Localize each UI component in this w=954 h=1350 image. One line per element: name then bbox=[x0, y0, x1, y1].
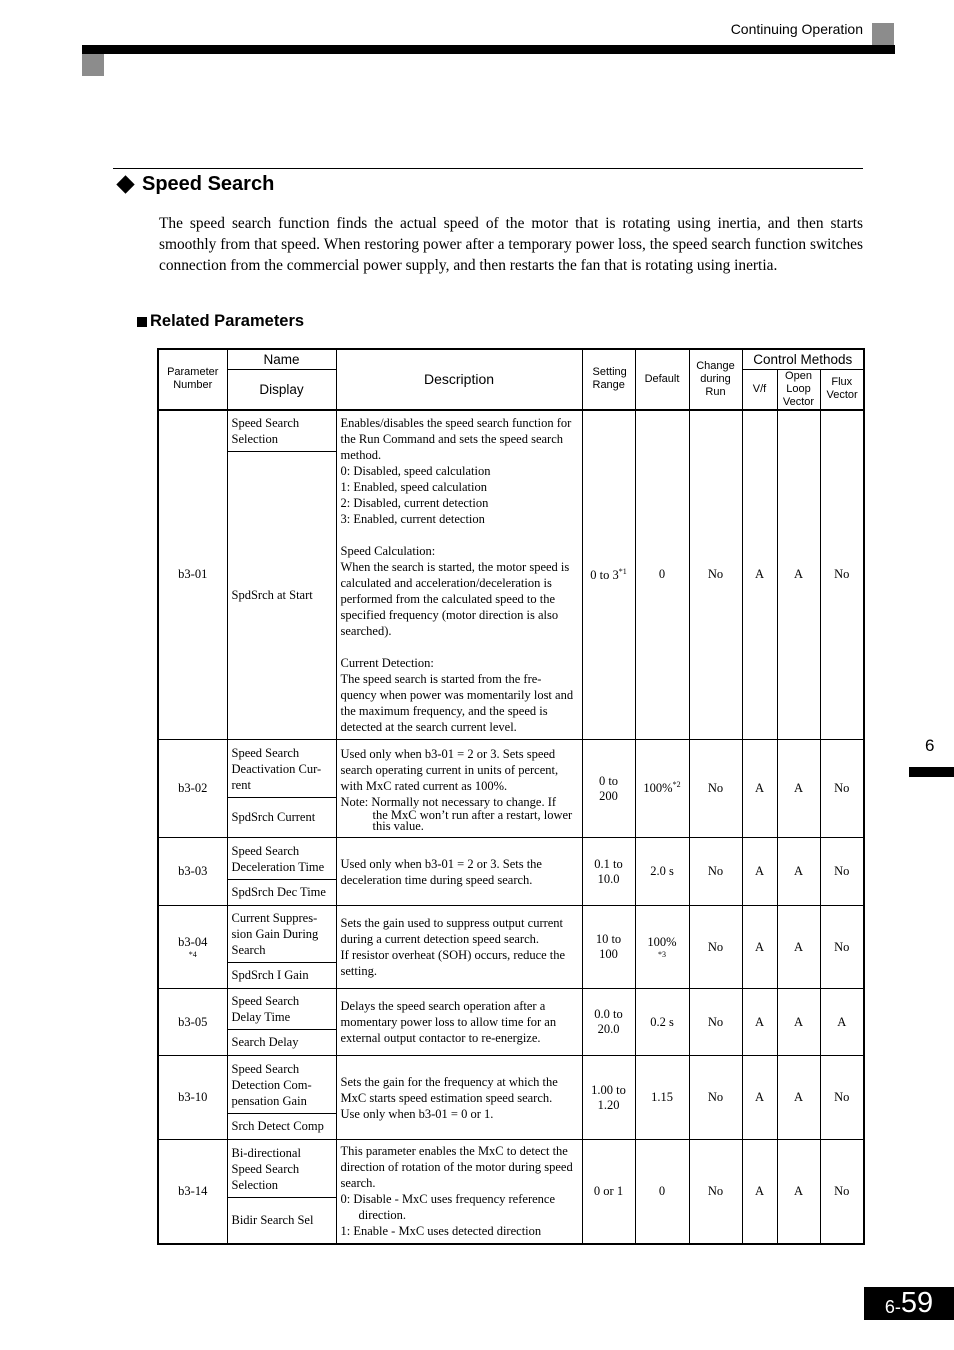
setting-range: 0.1 to 10.0 bbox=[582, 838, 635, 906]
section-heading bbox=[116, 173, 274, 196]
change-during-run: No bbox=[689, 1140, 742, 1244]
olv-access: A bbox=[777, 740, 820, 838]
change-during-run: No bbox=[689, 838, 742, 906]
param-display: SpdSrch Dec Time bbox=[227, 880, 336, 906]
table-row bbox=[158, 740, 864, 798]
default-value: 2.0 s bbox=[635, 838, 689, 906]
header-description: Description bbox=[336, 349, 582, 410]
param-name: Current Suppres-sion Gain During Search bbox=[227, 906, 336, 963]
section-title: Speed Search bbox=[142, 173, 275, 195]
header-control-methods: Control Methods bbox=[742, 349, 864, 369]
fv-access: No bbox=[820, 410, 864, 740]
change-during-run: No bbox=[689, 410, 742, 740]
default-value: 0.2 s bbox=[635, 989, 689, 1056]
header-parameter-number: Parameter Number bbox=[158, 349, 227, 410]
param-number: b3-10 bbox=[158, 1056, 227, 1140]
param-name: Speed Search Deactivation Cur-rent bbox=[227, 740, 336, 798]
header-change-during-run: Change during Run bbox=[689, 349, 742, 410]
table-row bbox=[158, 1140, 864, 1198]
param-display: Srch Detect Comp bbox=[227, 1114, 336, 1140]
param-description: Enables/disables the speed search function for the Run Command and sets the speed search method. 0: Disabled, speed calculation 1: Enabled, speed calculation 2: Disabled, current detection 3: Enabled, current detection Speed Calculation: When the search is started, the motor speed is calculated and acceleration/deceleration is performed from the calculated speed to the specified frequency (motor direction is also searched). Current Detection: The speed search is started from the fre-quency when power was momentarily lost and the maximum frequency, and the speed is detected at the search current level. bbox=[336, 410, 582, 740]
header-flux-vector: Flux Vector bbox=[820, 369, 864, 410]
header-default: Default bbox=[635, 349, 689, 410]
vf-access: A bbox=[742, 410, 777, 740]
olv-access: A bbox=[777, 989, 820, 1056]
section-intro: The speed search function finds the actual speed of the motor that is rotating using inertia, and then starts smoothly from that speed. When restoring power after a temporary power loss, the speed search function switches connection from the commercial power supply, and then restarts the fan that is rotating using inertia. bbox=[159, 215, 863, 274]
param-number: b3-04 *4 bbox=[158, 906, 227, 989]
param-description: Sets the gain for the frequency at which the MxC starts speed estimation speed search. Use only when b3-01 = 0 or 1. bbox=[336, 1056, 582, 1140]
setting-range: 1.00 to 1.20 bbox=[582, 1056, 635, 1140]
fv-access: No bbox=[820, 906, 864, 989]
setting-range: 10 to 100 bbox=[582, 906, 635, 989]
param-display: SpdSrch Current bbox=[227, 798, 336, 838]
header-marker-right bbox=[872, 23, 894, 45]
vf-access: A bbox=[742, 838, 777, 906]
default-value: 100%$^{*2}$ bbox=[635, 740, 689, 838]
chapter-tab-bar bbox=[909, 767, 954, 777]
param-number: b3-14 bbox=[158, 1140, 227, 1244]
fv-access: No bbox=[820, 838, 864, 906]
param-number: b3-02 bbox=[158, 740, 227, 838]
table-row bbox=[158, 906, 864, 963]
olv-access: A bbox=[777, 838, 820, 906]
param-name: Speed Search Selection bbox=[227, 410, 336, 452]
default-value: 100% *3 bbox=[635, 906, 689, 989]
olv-access: A bbox=[777, 1140, 820, 1244]
change-during-run: No bbox=[689, 740, 742, 838]
default-value: 0 bbox=[635, 410, 689, 740]
header-open-loop-vector: Open Loop Vector bbox=[777, 369, 820, 410]
diamond-bullet-icon bbox=[116, 175, 134, 193]
default-value: 1.15 bbox=[635, 1056, 689, 1140]
vf-access: A bbox=[742, 740, 777, 838]
param-display: SpdSrch I Gain bbox=[227, 963, 336, 989]
parameters-table bbox=[157, 348, 865, 1245]
header-rule bbox=[82, 45, 895, 54]
param-name: Speed Search Detection Com-pensation Gain bbox=[227, 1056, 336, 1114]
olv-access: A bbox=[777, 410, 820, 740]
param-number: b3-05 bbox=[158, 989, 227, 1056]
setting-range: 0 or 1 bbox=[582, 1140, 635, 1244]
fv-access: A bbox=[820, 989, 864, 1056]
fv-access: No bbox=[820, 1056, 864, 1140]
param-description: Sets the gain used to suppress output current during a current detection speed search. If resistor overheat (SOH) occurs, reduce the setting. bbox=[336, 906, 582, 989]
param-name: Bi-directional Speed Search Selection bbox=[227, 1140, 336, 1198]
change-during-run: No bbox=[689, 1056, 742, 1140]
header-marker-left bbox=[82, 54, 104, 76]
param-description: Delays the speed search operation after a momentary power loss to allow time for an external output contactor to re-energize. bbox=[336, 989, 582, 1056]
square-bullet-icon bbox=[137, 317, 147, 327]
param-name: Speed Search Deceleration Time bbox=[227, 838, 336, 880]
setting-range: 0.0 to 20.0 bbox=[582, 989, 635, 1056]
header-display: Display bbox=[227, 369, 336, 410]
olv-access: A bbox=[777, 906, 820, 989]
subsection-title: Related Parameters bbox=[150, 312, 305, 330]
section-rule bbox=[113, 168, 863, 169]
param-description: This parameter enables the MxC to detect the direction of rotation of the motor during speed search. 0: Disable - MxC uses frequency reference direction. 1: Enable - MxC uses detected direction bbox=[336, 1140, 582, 1244]
param-display: Bidir Search Sel bbox=[227, 1198, 336, 1244]
page-number: 6- 59 bbox=[864, 1287, 954, 1320]
vf-access: A bbox=[742, 906, 777, 989]
vf-access: A bbox=[742, 1056, 777, 1140]
param-description: Used only when b3-01 = 2 or 3. Sets the deceleration time during speed search. bbox=[336, 838, 582, 906]
running-title: Continuing Operation bbox=[730, 21, 863, 37]
olv-access: A bbox=[777, 1056, 820, 1140]
param-name: Speed Search Delay Time bbox=[227, 989, 336, 1030]
change-during-run: No bbox=[689, 906, 742, 989]
table-row bbox=[158, 410, 864, 452]
setting-range: 0 to 200 bbox=[582, 740, 635, 838]
subsection-heading bbox=[137, 312, 304, 331]
header-setting-range: Setting Range bbox=[582, 349, 635, 410]
table-row bbox=[158, 989, 864, 1030]
vf-access: A bbox=[742, 989, 777, 1056]
fv-access: No bbox=[820, 1140, 864, 1244]
param-number: b3-03 bbox=[158, 838, 227, 906]
param-number: b3-01 bbox=[158, 410, 227, 740]
param-display: SpdSrch at Start bbox=[227, 452, 336, 740]
chapter-tab-number: 6 bbox=[925, 736, 935, 755]
param-display: Search Delay bbox=[227, 1030, 336, 1056]
header-vf: V/f bbox=[742, 369, 777, 410]
fv-access: No bbox=[820, 740, 864, 838]
table-row bbox=[158, 838, 864, 880]
change-during-run: No bbox=[689, 989, 742, 1056]
vf-access: A bbox=[742, 1140, 777, 1244]
default-value: 0 bbox=[635, 1140, 689, 1244]
param-description: Used only when b3-01 = 2 or 3. Sets speed search operating current in units of percent, with MxC rated current as 100%. Note: Normally not necessary to change. If the MxC won’t run after a restart, lower this value. bbox=[336, 740, 582, 838]
header-name: Name bbox=[227, 349, 336, 369]
table-row bbox=[158, 1056, 864, 1114]
setting-range: 0 to 3$^{*1}$ bbox=[582, 410, 635, 740]
